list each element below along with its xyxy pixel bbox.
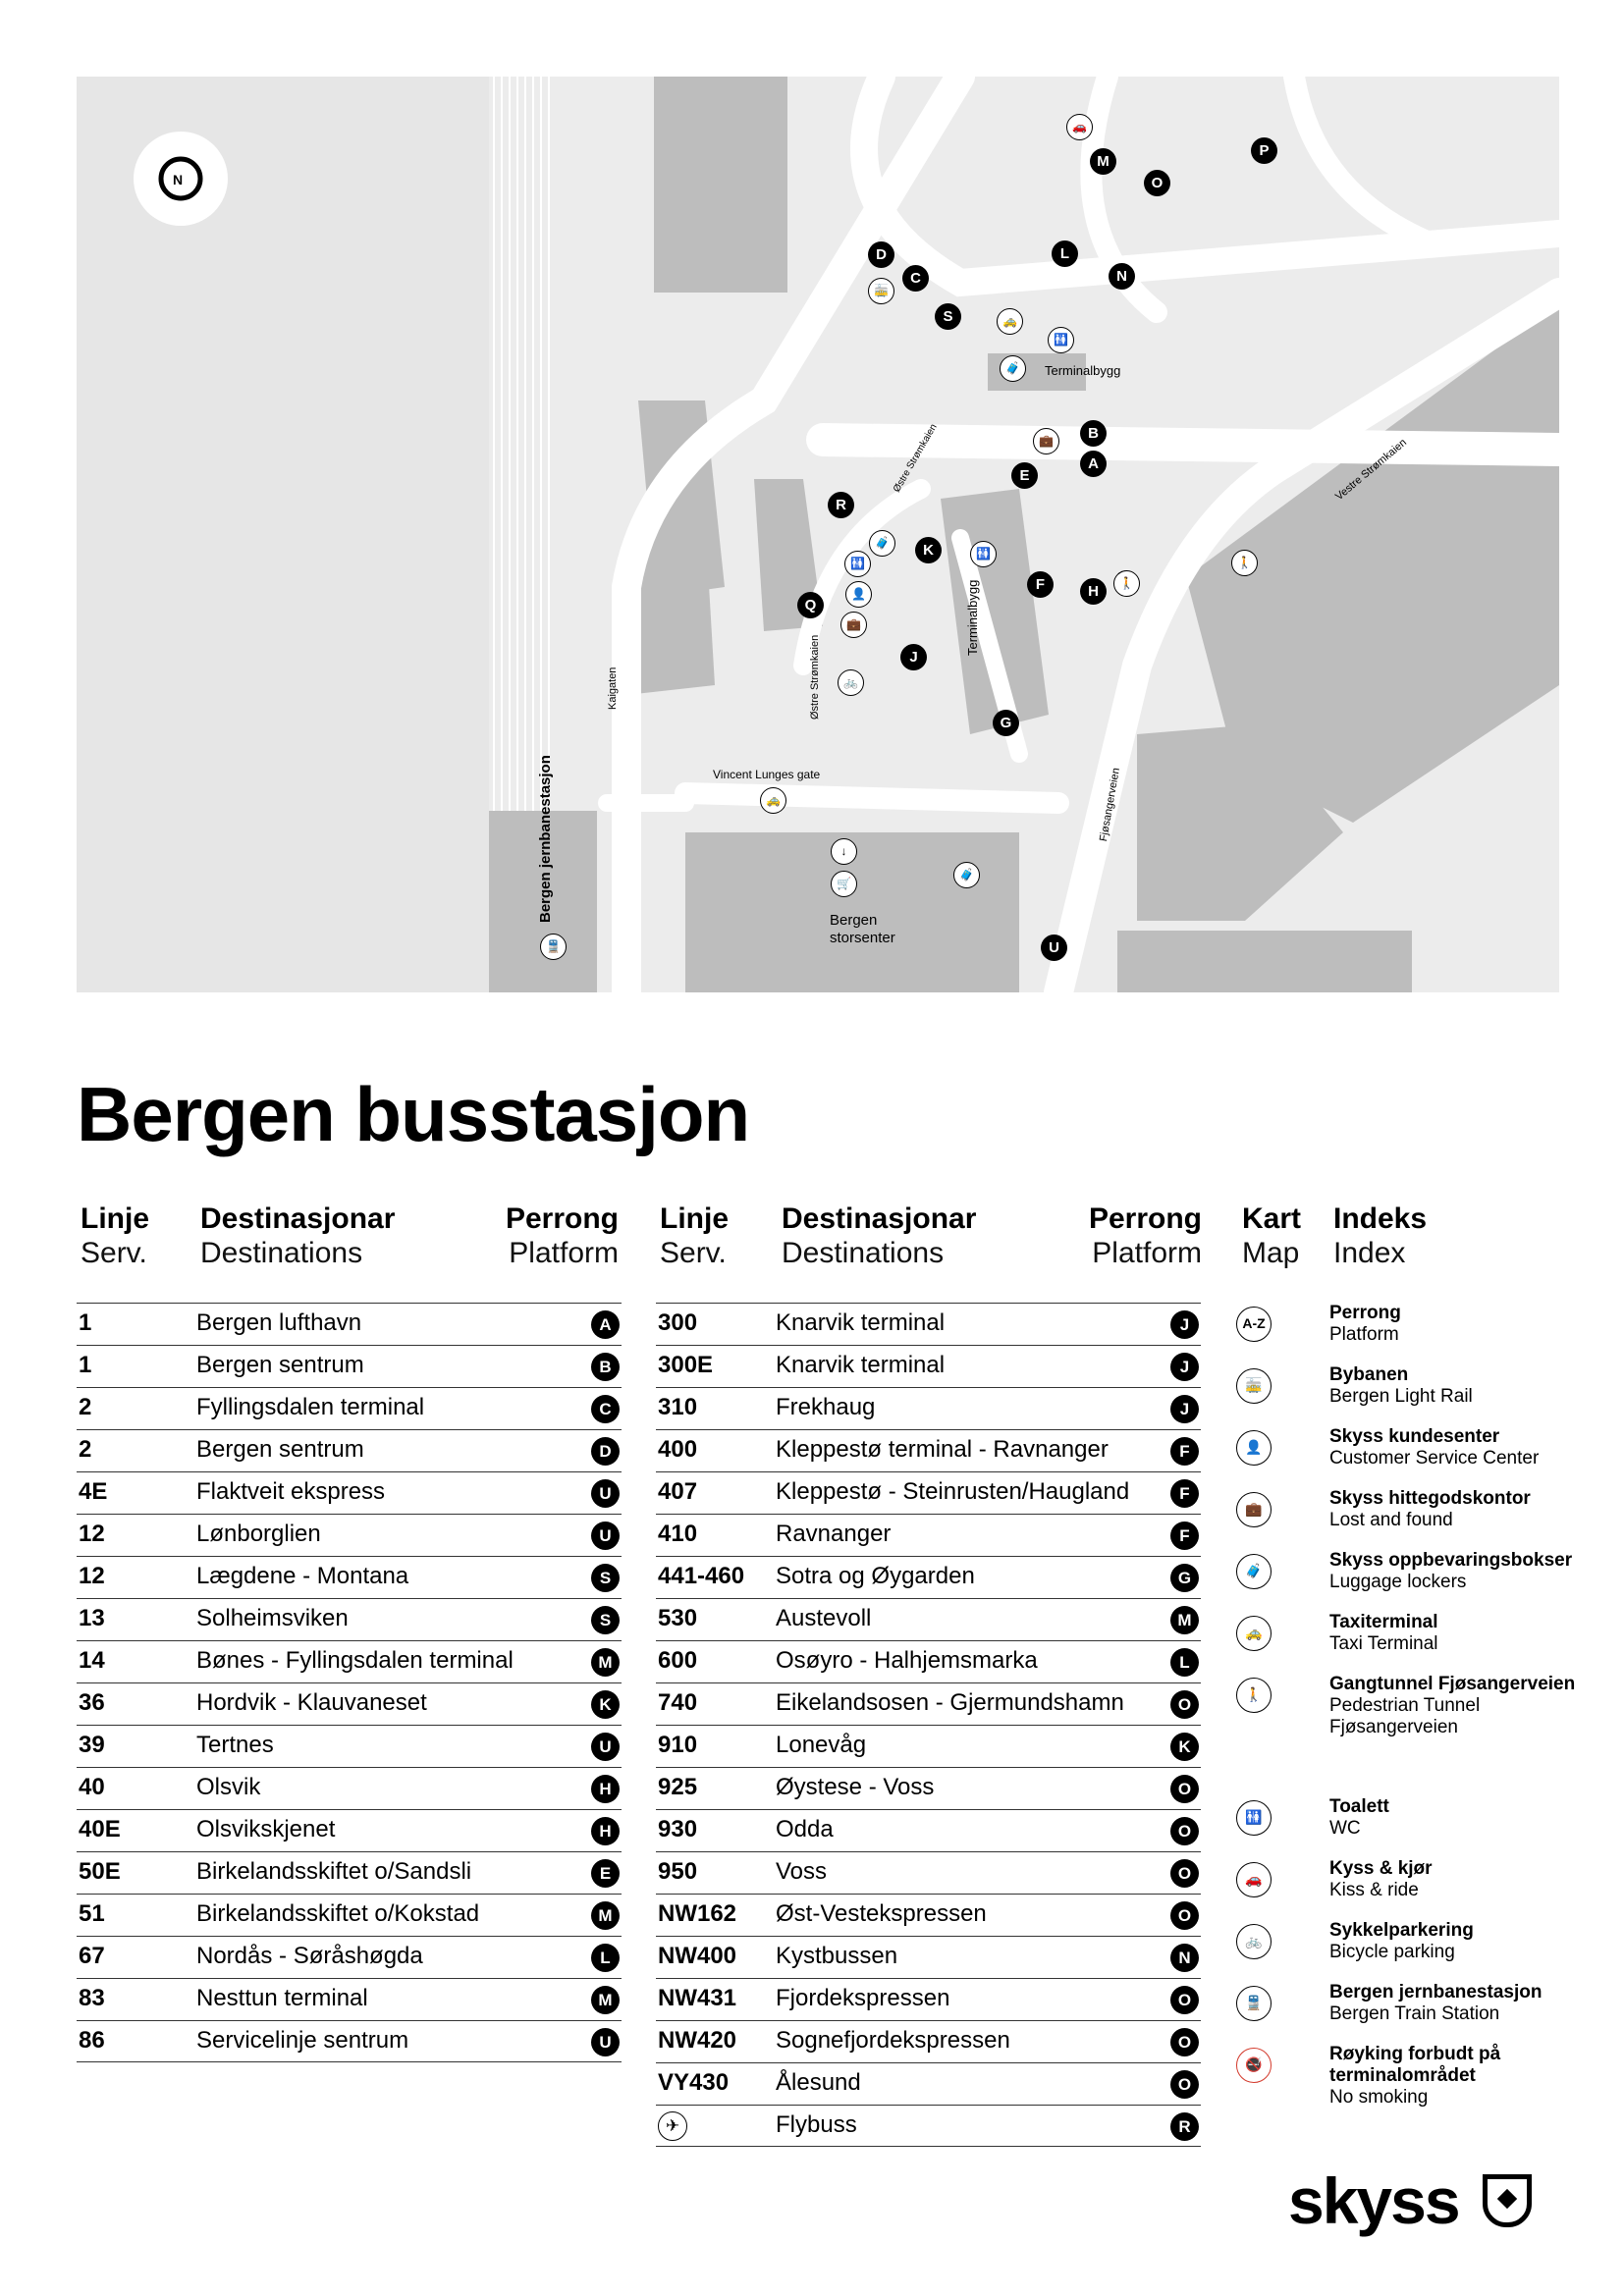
- route-line-number: 441-460: [658, 1563, 745, 1589]
- legend-text: [1329, 1550, 1595, 1593]
- legend-text: [1329, 1920, 1595, 1963]
- header-line-right: [660, 1201, 729, 1271]
- route-platform-badge: O: [1170, 1817, 1199, 1845]
- route-destination: Frekhaug: [776, 1394, 876, 1420]
- skyss-logo-text: skyss: [1288, 2164, 1459, 2237]
- route-destination: Flaktveit ekspress: [196, 1478, 386, 1505]
- airplane-icon: ✈: [658, 2111, 687, 2141]
- luggage-locker-icon: 🧳: [869, 530, 895, 557]
- route-row: [77, 1936, 622, 1978]
- route-destination: Sognefjordekspressen: [776, 2027, 1010, 2054]
- header-index-no: Indeks: [1333, 1202, 1428, 1235]
- route-line-number: 67: [79, 1943, 105, 1969]
- route-row: [656, 1471, 1201, 1514]
- route-row: [77, 1851, 622, 1894]
- route-row: [656, 1682, 1201, 1725]
- map-platform-p[interactable]: P: [1251, 137, 1277, 164]
- route-row: [77, 1429, 622, 1471]
- route-platform-badge: F: [1170, 1479, 1199, 1508]
- legend-subtitle: No smoking: [1329, 2087, 1429, 2108]
- route-destination: Ålesund: [776, 2069, 861, 2096]
- route-line-number: 300: [658, 1309, 698, 1336]
- route-destination: Lønborglien: [196, 1521, 321, 1547]
- header-dest-right: [782, 1201, 976, 1271]
- route-line-number: 410: [658, 1521, 698, 1547]
- taxi-icon: 🚕: [1236, 1616, 1272, 1651]
- shopping-center-label: Bergen storsenter: [830, 912, 895, 946]
- header-map: [1242, 1201, 1301, 1271]
- map-graphic: [77, 77, 1559, 992]
- header-dest-no: Destinasjonar: [200, 1202, 396, 1235]
- header-index: [1333, 1201, 1427, 1271]
- legend-text: [1329, 1426, 1595, 1469]
- route-row: [656, 2062, 1201, 2105]
- route-row: [77, 1345, 622, 1387]
- header-line-en: Serv.: [81, 1237, 147, 1270]
- lost-and-found-icon: 💼: [1033, 428, 1059, 454]
- route-row: [656, 1514, 1201, 1556]
- map-platform-e[interactable]: E: [1011, 462, 1038, 489]
- route-row: [77, 1387, 622, 1429]
- route-platform-badge: M: [591, 1648, 620, 1677]
- legend-subtitle: Taxi Terminal: [1329, 1633, 1438, 1654]
- map-platform-m[interactable]: M: [1090, 148, 1116, 175]
- luggage-locker-icon: 🧳: [1000, 355, 1026, 382]
- route-line-number: 40: [79, 1774, 105, 1800]
- legend-text: [1329, 1303, 1595, 1346]
- page-title: Bergen busstasjon: [77, 1071, 750, 1157]
- route-platform-badge: H: [591, 1817, 620, 1845]
- legend-subtitle: Platform: [1329, 1324, 1399, 1345]
- coat-of-arms-icon: [1483, 2174, 1532, 2227]
- station-map: [77, 77, 1559, 992]
- legend-title: Gangtunnel Fjøsangerveien: [1329, 1674, 1576, 1694]
- route-platform-badge: J: [1170, 1395, 1199, 1423]
- route-row: [77, 1978, 622, 2020]
- legend-text: [1329, 1796, 1595, 1840]
- legend-text: [1329, 1364, 1595, 1408]
- route-row: [656, 1387, 1201, 1429]
- legend-title: Perrong: [1329, 1303, 1401, 1323]
- route-platform-badge: U: [591, 1522, 620, 1550]
- header-platform-right: [1053, 1201, 1202, 1271]
- route-row: [77, 2020, 622, 2062]
- route-line-number: 51: [79, 1900, 105, 1927]
- route-line-number: 2: [79, 1394, 92, 1420]
- street-label-ostre-mid: Østre Strømkaien: [809, 634, 821, 720]
- map-platform-o[interactable]: O: [1144, 170, 1170, 196]
- route-line-number: 36: [79, 1689, 105, 1716]
- route-destination: Bergen lufthavn: [196, 1309, 362, 1336]
- map-platform-n[interactable]: N: [1109, 263, 1135, 290]
- legend-title: Sykkelparkering: [1329, 1920, 1474, 1941]
- legend-text: [1329, 1858, 1595, 1901]
- street-label-fjosangerveien: Fjøsangerveien: [1098, 767, 1122, 843]
- route-table-right: [656, 1303, 1201, 2147]
- legend-subtitle: Pedestrian Tunnel Fjøsangerveien: [1329, 1695, 1481, 1737]
- legend-text: [1329, 2044, 1595, 2109]
- route-row: [656, 1978, 1201, 2020]
- legend-subtitle: Bergen Light Rail: [1329, 1386, 1473, 1407]
- legend-title: Taxiterminal: [1329, 1612, 1438, 1632]
- light-rail-icon: 🚋: [1236, 1368, 1272, 1404]
- route-platform-badge: J: [1170, 1353, 1199, 1381]
- route-platform-badge: K: [1170, 1733, 1199, 1761]
- route-platform-badge: D: [591, 1437, 620, 1466]
- legend-text: [1329, 1488, 1595, 1531]
- map-platform-u[interactable]: U: [1041, 934, 1067, 961]
- route-platform-badge: H: [591, 1775, 620, 1803]
- route-line-number: 86: [79, 2027, 105, 2054]
- wc-icon: 🚻: [844, 551, 871, 577]
- route-destination: Eikelandsosen - Gjermundshamn: [776, 1689, 1124, 1716]
- route-platform-badge: A: [591, 1310, 620, 1339]
- header-line-en-2: Serv.: [660, 1237, 727, 1270]
- kiss-and-ride-icon: 🚗: [1236, 1862, 1272, 1897]
- bicycle-icon: 🚲: [838, 669, 864, 696]
- route-destination: Nordås - Søråshøgda: [196, 1943, 423, 1969]
- map-platform-l[interactable]: L: [1052, 240, 1078, 267]
- route-row: [656, 1640, 1201, 1682]
- route-line-number: 925: [658, 1774, 698, 1800]
- route-line-number: 400: [658, 1436, 698, 1463]
- legend-title: Bergen jernbanestasjon: [1329, 1982, 1543, 2002]
- legend-subtitle: Lost and found: [1329, 1510, 1453, 1530]
- customer-service-icon: 👤: [845, 581, 872, 608]
- route-platform-badge: O: [1170, 1859, 1199, 1888]
- train-icon: 🚆: [540, 934, 567, 960]
- route-destination: Lonevåg: [776, 1732, 867, 1758]
- header-plat-no: Perrong: [505, 1202, 619, 1235]
- route-platform-badge: K: [591, 1690, 620, 1719]
- shopping-cart-icon: 🛒: [831, 871, 857, 897]
- header-dest-en: Destinations: [200, 1237, 363, 1270]
- route-platform-badge: S: [591, 1606, 620, 1634]
- route-row: [77, 1598, 622, 1640]
- route-platform-badge: B: [591, 1353, 620, 1381]
- route-row: [656, 2020, 1201, 2062]
- map-platform-r[interactable]: R: [828, 492, 854, 518]
- lost-and-found-icon: 💼: [1236, 1492, 1272, 1527]
- street-label-kaigaten: Kaigaten: [607, 667, 619, 710]
- route-row: [656, 1429, 1201, 1471]
- light-rail-icon: 🚋: [868, 278, 894, 304]
- route-platform-badge: F: [1170, 1522, 1199, 1550]
- route-line-number: 950: [658, 1858, 698, 1885]
- legend-title: Toalett: [1329, 1796, 1389, 1817]
- route-destination: Bergen sentrum: [196, 1352, 364, 1378]
- route-destination: Bønes - Fyllingsdalen terminal: [196, 1647, 514, 1674]
- street-label-vestre: Vestre Strømkaien: [1333, 436, 1410, 504]
- route-row: [656, 1936, 1201, 1978]
- header-line-no: Linje: [81, 1202, 150, 1235]
- legend-text: [1329, 1982, 1595, 2025]
- bicycle-icon: 🚲: [1236, 1924, 1272, 1959]
- route-line-number: 4E: [79, 1478, 108, 1505]
- pedestrian-icon: 🚶: [1231, 550, 1258, 576]
- route-destination: Olsvik: [196, 1774, 261, 1800]
- route-destination: Flybuss: [776, 2111, 857, 2138]
- route-destination: Knarvik terminal: [776, 1309, 946, 1336]
- legend-subtitle: WC: [1329, 1818, 1361, 1839]
- route-row: [656, 1851, 1201, 1894]
- luggage-locker-icon: 🧳: [953, 862, 980, 888]
- route-destination: Kleppestø - Steinrusten/Haugland: [776, 1478, 1130, 1505]
- wc-icon: 🚻: [1236, 1800, 1272, 1836]
- route-destination: Øst-Vestekspressen: [776, 1900, 987, 1927]
- map-platform-j[interactable]: J: [900, 644, 927, 670]
- map-platform-b[interactable]: B: [1080, 420, 1107, 447]
- route-row: [77, 1682, 622, 1725]
- route-platform-badge: E: [591, 1859, 620, 1888]
- route-platform-badge: O: [1170, 1775, 1199, 1803]
- route-row: [77, 1640, 622, 1682]
- legend-title: Kyss & kjør: [1329, 1858, 1433, 1879]
- route-platform-badge: R: [1170, 2112, 1199, 2141]
- route-table-left: [77, 1303, 622, 2062]
- header-plat-no-2: Perrong: [1088, 1202, 1202, 1235]
- map-platform-f[interactable]: F: [1027, 571, 1054, 598]
- route-line-number: 930: [658, 1816, 698, 1842]
- route-row: [656, 1725, 1201, 1767]
- legend-title: Skyss oppbevaringsbokser: [1329, 1550, 1573, 1571]
- route-line-number: 13: [79, 1605, 105, 1631]
- route-destination: Sotra og Øygarden: [776, 1563, 975, 1589]
- legend-text: [1329, 1612, 1595, 1655]
- route-platform-badge: S: [591, 1564, 620, 1592]
- customer-service-icon: 👤: [1236, 1430, 1272, 1466]
- header-index-en: Index: [1333, 1237, 1406, 1270]
- route-line-number: 14: [79, 1647, 105, 1674]
- route-row: [656, 1809, 1201, 1851]
- pedestrian-icon: 🚶: [1236, 1678, 1272, 1713]
- map-platform-c[interactable]: C: [902, 265, 929, 292]
- route-destination: Fjordekspressen: [776, 1985, 950, 2011]
- skyss-logo: [1288, 2163, 1532, 2238]
- route-platform-badge: O: [1170, 2070, 1199, 2099]
- map-platform-s[interactable]: S: [935, 303, 961, 330]
- route-destination: Knarvik terminal: [776, 1352, 946, 1378]
- route-row: [656, 1303, 1201, 1345]
- route-line-number: NW162: [658, 1900, 737, 1927]
- route-line-number: 50E: [79, 1858, 121, 1885]
- map-platform-g[interactable]: G: [993, 710, 1019, 736]
- route-platform-badge: N: [1170, 1944, 1199, 1972]
- legend-subtitle: Kiss & ride: [1329, 1880, 1419, 1900]
- route-platform-badge: F: [1170, 1437, 1199, 1466]
- route-line-number: 40E: [79, 1816, 121, 1842]
- route-destination: Birkelandsskiftet o/Sandsli: [196, 1858, 472, 1885]
- route-destination: Tertnes: [196, 1732, 274, 1758]
- route-line-number: 12: [79, 1521, 105, 1547]
- header-plat-en: Platform: [509, 1237, 619, 1270]
- route-line-number: 1: [79, 1309, 92, 1336]
- route-row: [656, 1598, 1201, 1640]
- route-platform-badge: M: [591, 1901, 620, 1930]
- wc-icon: 🚻: [970, 541, 997, 567]
- wc-icon: 🚻: [1048, 327, 1074, 353]
- legend-subtitle: Luggage lockers: [1329, 1572, 1467, 1592]
- route-platform-badge: U: [591, 2028, 620, 2056]
- route-line-number: 407: [658, 1478, 698, 1505]
- train-station-label: Bergen jernbanestasjon: [537, 755, 554, 923]
- route-destination: Bergen sentrum: [196, 1436, 364, 1463]
- legend-title: Røyking forbudt på terminalområdet: [1329, 2044, 1501, 2086]
- route-platform-badge: O: [1170, 2028, 1199, 2056]
- route-row: [656, 1894, 1201, 1936]
- legend-title: Skyss hittegodskontor: [1329, 1488, 1531, 1509]
- route-row: [77, 1471, 622, 1514]
- header-plat-en-2: Platform: [1092, 1237, 1202, 1270]
- map-platform-h[interactable]: H: [1080, 578, 1107, 605]
- route-row: [77, 1725, 622, 1767]
- route-destination: Odda: [776, 1816, 834, 1842]
- map-platform-a[interactable]: A: [1080, 451, 1107, 477]
- route-platform-badge: M: [1170, 1606, 1199, 1634]
- route-platform-badge: O: [1170, 1690, 1199, 1719]
- taxi-icon: 🚕: [760, 787, 786, 814]
- header-dest-left: [200, 1201, 395, 1271]
- route-destination: Voss: [776, 1858, 828, 1885]
- route-row: [77, 1809, 622, 1851]
- route-line-number: 600: [658, 1647, 698, 1674]
- legend-subtitle: Bicycle parking: [1329, 1942, 1455, 1962]
- header-line-no-2: Linje: [660, 1202, 730, 1235]
- legend-subtitle: Customer Service Center: [1329, 1448, 1540, 1468]
- route-platform-badge: C: [591, 1395, 620, 1423]
- map-platform-k[interactable]: K: [915, 537, 942, 563]
- route-line-number: VY430: [658, 2069, 730, 2096]
- route-line-number: NW420: [658, 2027, 737, 2054]
- platform-az-icon: A-Z: [1236, 1307, 1272, 1342]
- terminal-building-label-top: Terminalbygg: [1045, 363, 1121, 378]
- header-map-no: Kart: [1242, 1202, 1302, 1235]
- map-platform-q[interactable]: Q: [797, 592, 824, 618]
- route-row: [77, 1556, 622, 1598]
- route-platform-badge: G: [1170, 1564, 1199, 1592]
- route-platform-badge: U: [591, 1479, 620, 1508]
- route-platform-badge: O: [1170, 1901, 1199, 1930]
- luggage-locker-icon: 🧳: [1236, 1554, 1272, 1589]
- route-line-number: 910: [658, 1732, 698, 1758]
- header-platform-left: [471, 1201, 619, 1271]
- route-line-number: 310: [658, 1394, 698, 1420]
- lost-and-found-icon: 💼: [840, 612, 867, 638]
- terminal-building-label-mid: Terminalbygg: [965, 579, 980, 656]
- route-destination: Øystese - Voss: [776, 1774, 935, 1800]
- map-platform-d[interactable]: D: [868, 241, 894, 268]
- route-line-number: 83: [79, 1985, 105, 2011]
- street-label-ostre-top: Østre Strømkaien: [892, 422, 940, 495]
- header-line-left: [81, 1201, 149, 1271]
- route-line-number: NW400: [658, 1943, 737, 1969]
- route-line-number: 12: [79, 1563, 105, 1589]
- route-destination: Lægdene - Montana: [196, 1563, 409, 1589]
- route-row: [656, 2105, 1201, 2147]
- header-map-en: Map: [1242, 1237, 1300, 1270]
- pedestrian-icon: 🚶: [1113, 570, 1140, 597]
- route-line-number: 300E: [658, 1352, 714, 1378]
- route-line-number: NW431: [658, 1985, 737, 2011]
- header-dest-en-2: Destinations: [782, 1237, 945, 1270]
- route-destination: Austevoll: [776, 1605, 872, 1631]
- route-platform-badge: L: [1170, 1648, 1199, 1677]
- route-destination: Nesttun terminal: [196, 1985, 368, 2011]
- route-destination: Kleppestø terminal - Ravnanger: [776, 1436, 1109, 1463]
- route-destination: Servicelinje sentrum: [196, 2027, 409, 2054]
- legend-title: Bybanen: [1329, 1364, 1409, 1385]
- route-platform-badge: M: [591, 1986, 620, 2014]
- entrance-arrow-icon: ↓: [831, 838, 857, 865]
- route-line-number: 39: [79, 1732, 105, 1758]
- route-line-number: 2: [79, 1436, 92, 1463]
- route-platform-badge: L: [591, 1944, 620, 1972]
- taxi-icon: 🚕: [997, 308, 1023, 335]
- route-destination: Osøyro - Halhjemsmarka: [776, 1647, 1038, 1674]
- route-line-number: 1: [79, 1352, 92, 1378]
- route-destination: Fyllingsdalen terminal: [196, 1394, 425, 1420]
- route-destination: Kystbussen: [776, 1943, 898, 1969]
- route-row: [77, 1514, 622, 1556]
- train-icon: 🚆: [1236, 1986, 1272, 2021]
- route-row: [77, 1303, 622, 1345]
- route-destination: Olsvikskjenet: [196, 1816, 336, 1842]
- legend-text: [1329, 1674, 1595, 1738]
- route-destination: Ravnanger: [776, 1521, 892, 1547]
- route-row: [656, 1556, 1201, 1598]
- legend-title: Skyss kundesenter: [1329, 1426, 1500, 1447]
- compass-north-label: N: [173, 172, 184, 187]
- route-line-number: 530: [658, 1605, 698, 1631]
- route-row: [77, 1767, 622, 1809]
- header-dest-no-2: Destinasjonar: [782, 1202, 977, 1235]
- route-platform-badge: U: [591, 1733, 620, 1761]
- route-destination: Solheimsviken: [196, 1605, 349, 1631]
- route-destination: Hordvik - Klauvaneset: [196, 1689, 427, 1716]
- route-row: [656, 1767, 1201, 1809]
- kiss-and-ride-icon: 🚗: [1066, 114, 1093, 140]
- route-row: [77, 1894, 622, 1936]
- route-line-number: 740: [658, 1689, 698, 1716]
- street-label-vincent-lunges: Vincent Lunges gate: [713, 768, 821, 781]
- route-row: [656, 1345, 1201, 1387]
- route-destination: Birkelandsskiftet o/Kokstad: [196, 1900, 480, 1927]
- no-smoking-icon: 🚭: [1236, 2048, 1272, 2083]
- route-platform-badge: O: [1170, 1986, 1199, 2014]
- route-platform-badge: J: [1170, 1310, 1199, 1339]
- legend-subtitle: Bergen Train Station: [1329, 2003, 1500, 2024]
